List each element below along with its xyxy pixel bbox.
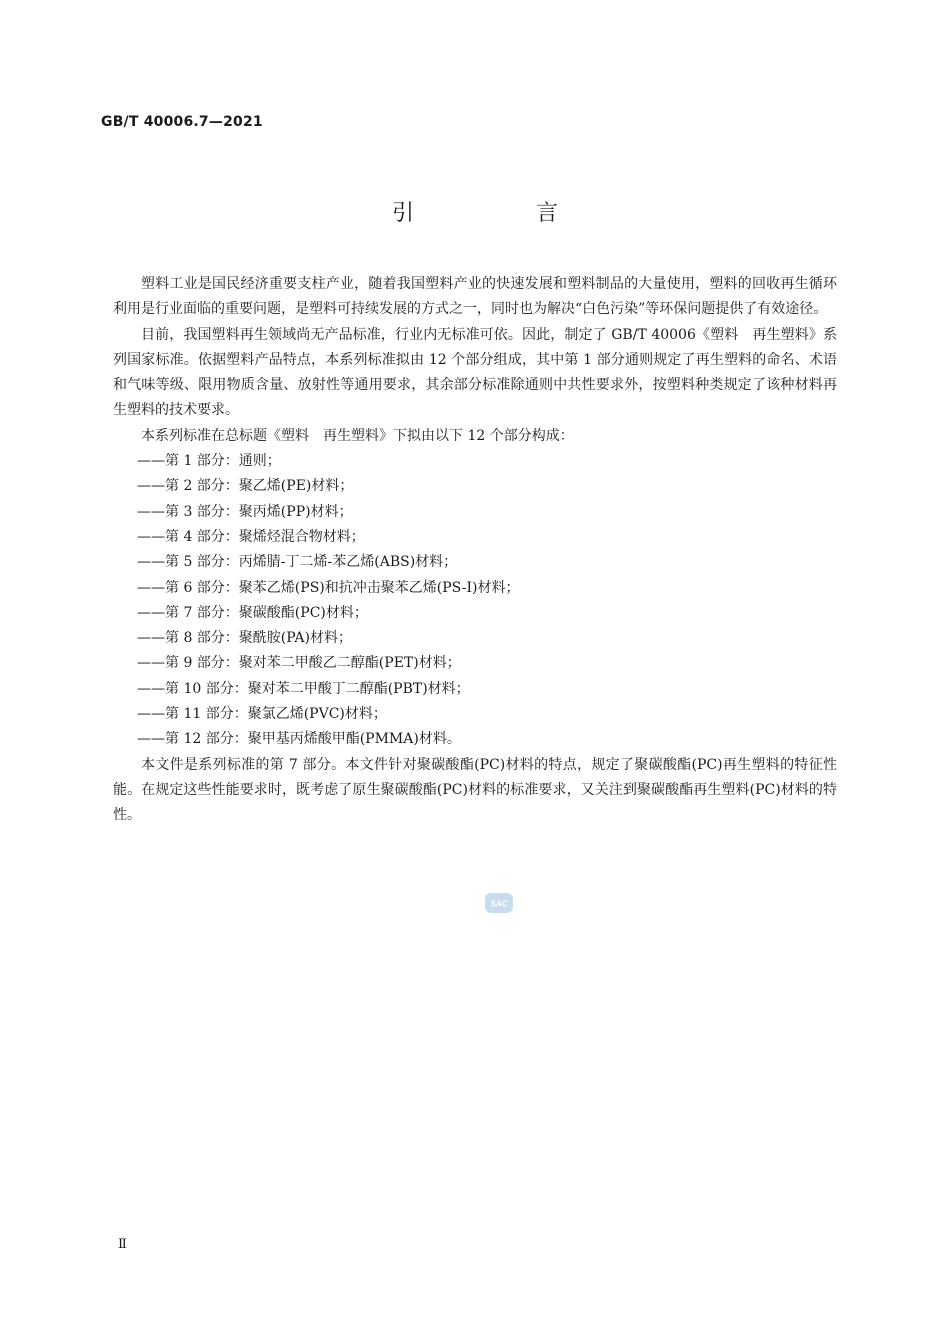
list-item: ——第 10 部分：聚对苯二甲酸丁二醇酯(PBT)材料； — [137, 680, 470, 697]
paragraph-series-overview: 目前，我国塑料再生领域尚无产品标准，行业内无标准可依。因此，制定了 GB/T 40006《塑料 再生塑料》系列国家标准。依据塑料产品特点，本系列标准拟由 12 个部分组成，其中第 1 部分通则规定了再生塑料的命名、术语和气味等级、限用物质含量、放射性等通用要求，其余部分标准除通则中共性要求外，按塑料种类规定了该种材料再生塑料的技术要求。 — [113, 326, 837, 419]
list-item: ——第 5 部分：丙烯腈-丁二烯-苯乙烯(ABS)材料； — [137, 554, 458, 571]
list-item: ——第 4 部分：聚烯烃混合物材料； — [137, 528, 365, 545]
sac-logo-icon — [484, 891, 514, 915]
list-item: ——第 9 部分：聚对苯二甲酸乙二醇酯(PET)材料； — [137, 655, 461, 672]
document-body — [113, 272, 837, 829]
standard-code: GB/T 40006.7—2021 — [101, 114, 263, 130]
page-title: 引 言 — [391, 201, 608, 226]
list-item: ——第 11 部分：聚氯乙烯(PVC)材料； — [137, 706, 387, 723]
sac-watermark-logo — [484, 891, 514, 915]
list-item: ——第 1 部分：通则； — [137, 453, 281, 470]
parts-list — [113, 449, 837, 753]
list-item: ——第 3 部分：聚丙烯(PP)材料； — [137, 503, 353, 520]
paragraph-parts-intro: 本系列标准在总标题《塑料 再生塑料》下拟由以下 12 个部分构成： — [141, 427, 574, 444]
sac-logo-text: SAC — [490, 899, 508, 909]
paragraph-this-document: 本文件是系列标准的第 7 部分。本文件针对聚碳酸酯(PC)材料的特点，规定了聚碳酸酯(PC)再生塑料的特征性能。在规定这些性能要求时，既考虑了原生聚碳酸酯(PC)材料的标准要求，又关注到聚碳酸酯再生塑料(PC)材料的特性。 — [113, 756, 837, 824]
list-item: ——第 6 部分：聚苯乙烯(PS)和抗冲击聚苯乙烯(PS-I)材料； — [137, 579, 520, 596]
list-item: ——第 12 部分：聚甲基丙烯酸甲酯(PMMA)材料。 — [137, 731, 461, 748]
list-item: ——第 8 部分：聚酰胺(PA)材料； — [137, 630, 352, 647]
list-item: ——第 7 部分：聚碳酸酯(PC)材料； — [137, 604, 368, 621]
page-number: Ⅱ — [118, 1237, 127, 1252]
paragraph-background: 塑料工业是国民经济重要支柱产业，随着我国塑料产业的快速发展和塑料制品的大量使用，塑料的回收再生循环利用是行业面临的重要问题，是塑料可持续发展的方式之一，同时也为解决“白色污染”等环保问题提供了有效途径。 — [113, 276, 837, 318]
list-item: ——第 2 部分：聚乙烯(PE)材料； — [137, 478, 354, 495]
